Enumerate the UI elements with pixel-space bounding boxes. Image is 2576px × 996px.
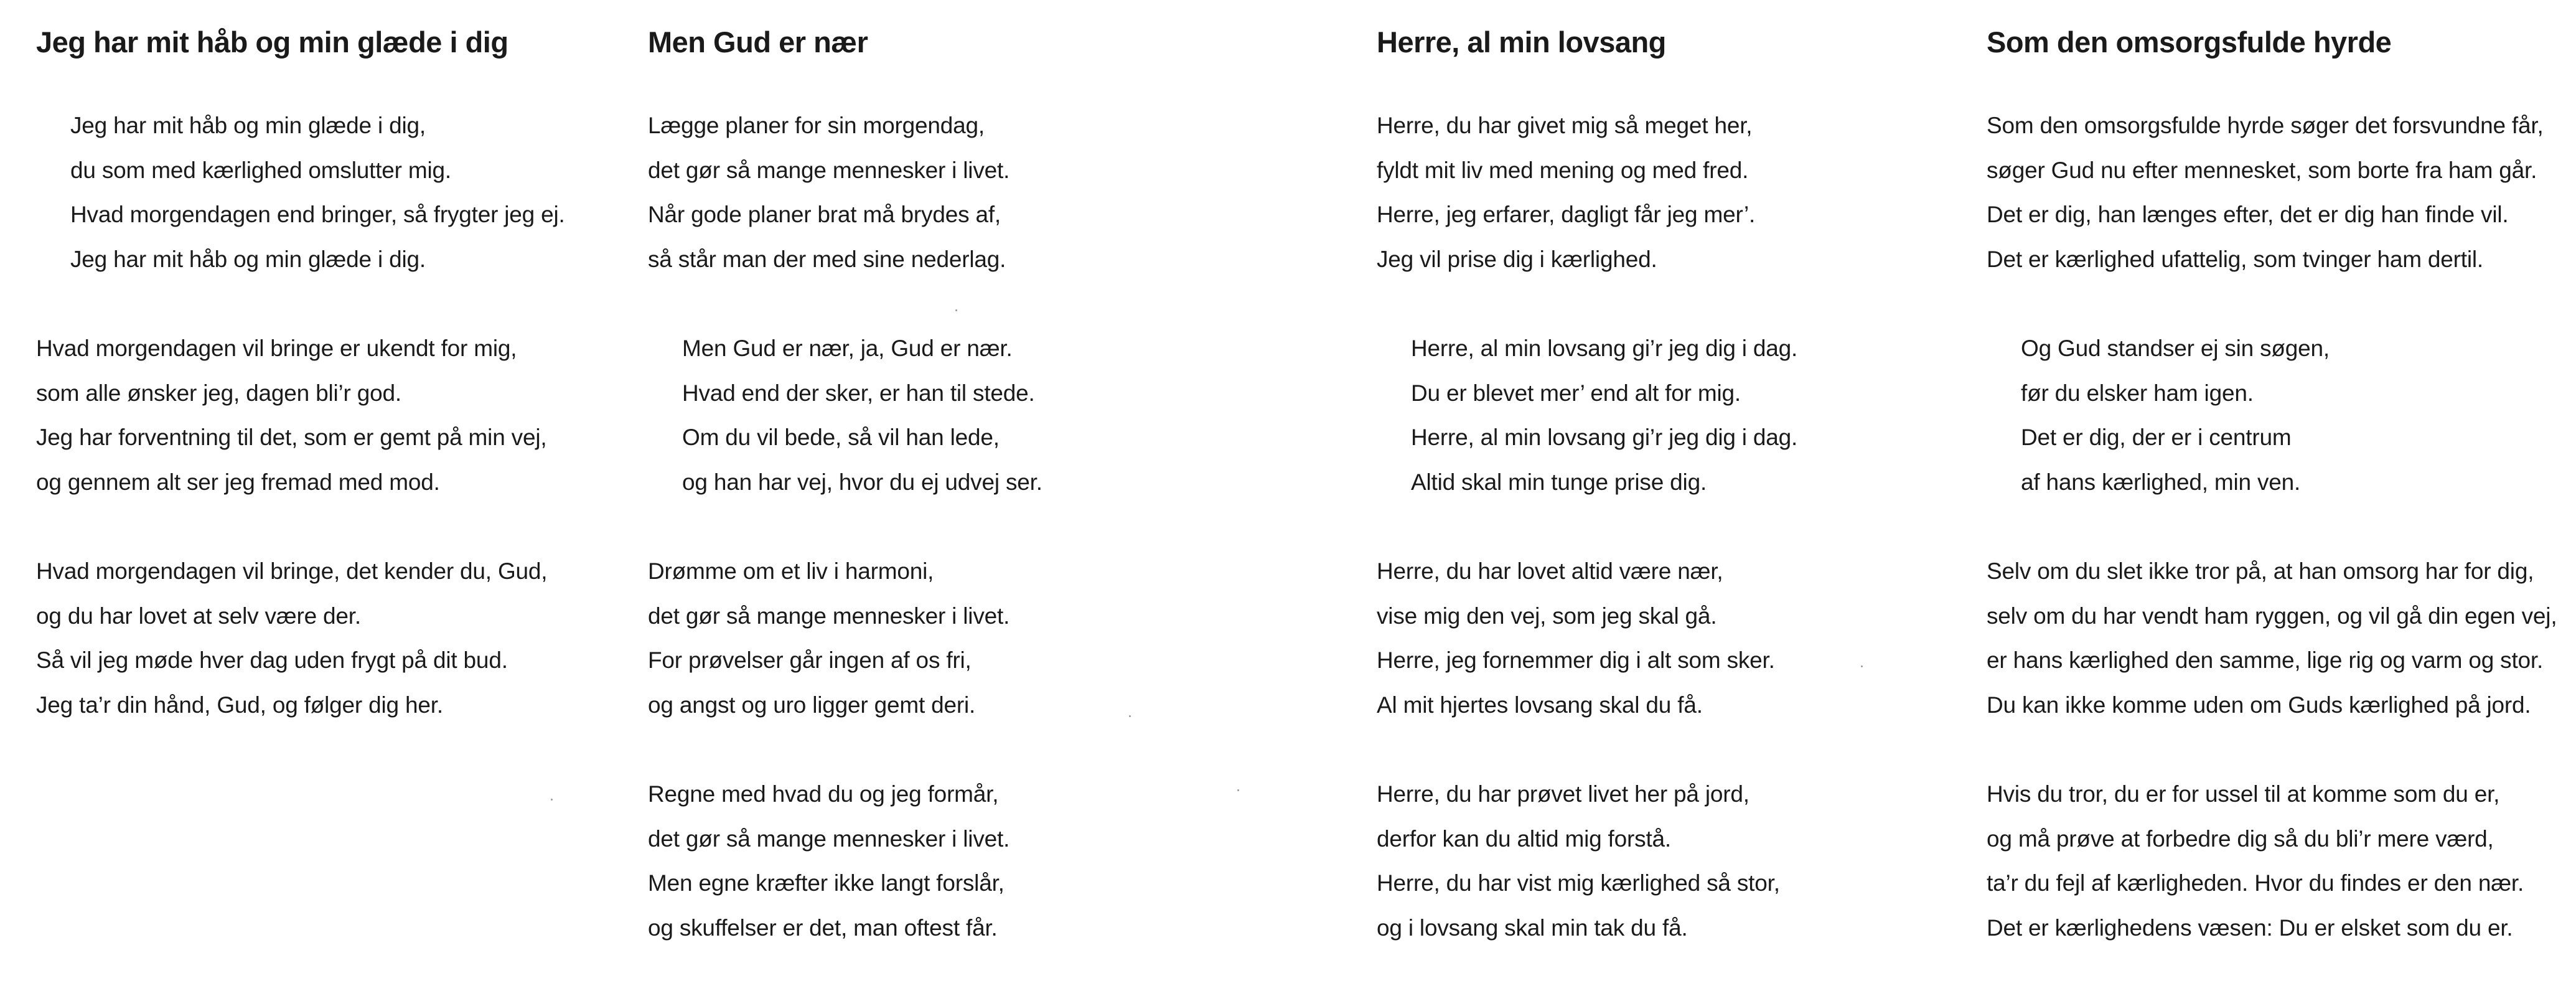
song-column xyxy=(1987,22,2576,995)
verse-line: Så vil jeg møde hver dag uden frygt på dit bud. xyxy=(36,647,508,673)
verse-line: så står man der med sine nederlag. xyxy=(648,246,1006,272)
verse-line: Hvad morgendagen vil bringe, det kender du, Gud, xyxy=(36,558,548,584)
verse-line: Det er kærlighedens væsen: Du er elsket som du er. xyxy=(1987,914,2513,941)
verse-line: Herre, jeg erfarer, dagligt får jeg mer’. xyxy=(1377,202,1756,227)
verse-line: Men Gud er nær, ja, Gud er nær. xyxy=(682,336,1013,361)
verse-line: Men egne kræfter ikke langt forslår, xyxy=(648,870,1005,896)
song-title: Men Gud er nær xyxy=(648,26,868,59)
verse-line: Hvad end der sker, er han til stede. xyxy=(682,380,1035,406)
song-title: Jeg har mit håb og min glæde i dig xyxy=(36,26,508,59)
verse-line: Herre, du har givet mig så meget her, xyxy=(1377,113,1753,138)
verse-line: Herre, du har vist mig kærlighed så stor, xyxy=(1377,870,1780,896)
verse-line: Hvis du tror, du er for ussel til at komme som du er, xyxy=(1987,781,2500,807)
verse-line: Herre, du har prøvet livet her på jord, xyxy=(1377,781,1749,807)
verse-line: og må prøve at forbedre dig så du bli’r mere værd, xyxy=(1987,825,2494,852)
verse-stanza xyxy=(648,103,1245,281)
verse-line: Du er blevet mer’ end alt for mig. xyxy=(1411,380,1741,406)
verse-line: vise mig den vej, som jeg skal gå. xyxy=(1377,603,1717,629)
verse-line: før du elsker ham igen. xyxy=(2021,380,2254,406)
verse-line: Lægge planer for sin morgendag, xyxy=(648,113,985,138)
verse-line: det gør så mange mennesker i livet. xyxy=(648,157,1010,183)
verse-line: Herre, al min lovsang gi’r jeg dig i dag. xyxy=(1411,336,1798,361)
verse-line: og gennem alt ser jeg fremad med mod. xyxy=(36,469,440,495)
verse-line: Altid skal min tunge prise dig. xyxy=(1411,469,1707,495)
verse-line: Drømme om et liv i harmoni, xyxy=(648,558,934,584)
song-title: Herre, al min lovsang xyxy=(1377,26,1666,59)
verse-stanza xyxy=(36,549,634,727)
verse-line: selv om du har vendt ham ryggen, og vil gå din egen vej, xyxy=(1987,603,2557,629)
verse-line: Hvad morgendagen vil bringe er ukendt for mig, xyxy=(36,336,517,361)
verse-line: Og Gud standser ej sin søgen, xyxy=(2021,336,2330,361)
verse-line: Al mit hjertes lovsang skal du få. xyxy=(1377,692,1703,718)
verse-line: Som den omsorgsfulde hyrde søger det forsvundne får, xyxy=(1987,113,2544,138)
verse-stanza xyxy=(1377,772,1974,950)
song-column xyxy=(36,22,634,772)
scan-speck xyxy=(1237,789,1239,791)
verse-stanza xyxy=(36,326,634,504)
verse-stanza xyxy=(648,772,1245,950)
verse-line: Jeg har forventning til det, som er gemt på min vej, xyxy=(36,425,547,450)
verse-line: derfor kan du altid mig forstå. xyxy=(1377,825,1671,852)
verse-line: Om du vil bede, så vil han lede, xyxy=(682,425,1000,450)
verse-line: og angst og uro ligger gemt deri. xyxy=(648,692,976,718)
refrain-stanza xyxy=(36,103,634,281)
song-title: Som den omsorgsfulde hyrde xyxy=(1987,26,2392,59)
verse-line: du som med kærlighed omslutter mig. xyxy=(70,157,451,183)
refrain-stanza xyxy=(1987,326,2576,504)
verse-line: Selv om du slet ikke tror på, at han omsorg har for dig, xyxy=(1987,558,2534,584)
verse-line: og han har vej, hvor du ej udvej ser. xyxy=(682,469,1042,495)
verse-line: Hvad morgendagen end bringer, så frygter jeg ej. xyxy=(70,202,565,227)
scan-speck xyxy=(1861,665,1863,667)
verse-line: Herre, al min lovsang gi’r jeg dig i dag. xyxy=(1411,425,1798,450)
verse-line: Det er dig, der er i centrum xyxy=(2021,425,2292,450)
verse-line: af hans kærlighed, min ven. xyxy=(2021,469,2301,495)
verse-line: det gør så mange mennesker i livet. xyxy=(648,603,1010,629)
verse-line: Jeg har mit håb og min glæde i dig, xyxy=(70,113,426,138)
verse-line: søger Gud nu efter mennesket, som borte fra ham går. xyxy=(1987,157,2537,183)
verse-line: For prøvelser går ingen af os fri, xyxy=(648,647,972,673)
verse-line: Jeg har mit håb og min glæde i dig. xyxy=(70,246,426,272)
verse-line: Du kan ikke komme uden om Guds kærlighed på jord. xyxy=(1987,692,2531,718)
verse-stanza xyxy=(1377,103,1974,281)
verse-line: og du har lovet at selv være der. xyxy=(36,603,361,629)
verse-stanza xyxy=(1377,549,1974,727)
verse-stanza xyxy=(1987,103,2576,281)
verse-line: Herre, jeg fornemmer dig i alt som sker. xyxy=(1377,647,1775,673)
scan-speck xyxy=(955,309,957,311)
refrain-stanza xyxy=(648,326,1245,504)
verse-line: ta’r du fejl af kærligheden. Hvor du findes er den nær. xyxy=(1987,870,2524,896)
verse-line: Det er dig, han længes efter, det er dig han finde vil. xyxy=(1987,202,2509,227)
verse-line: fyldt mit liv med mening og med fred. xyxy=(1377,157,1749,183)
verse-line: Når gode planer brat må brydes af, xyxy=(648,202,1001,227)
refrain-stanza xyxy=(1377,326,1974,504)
verse-line: Regne med hvad du og jeg formår, xyxy=(648,781,999,807)
verse-stanza xyxy=(1987,549,2576,727)
verse-stanza xyxy=(1987,772,2576,950)
verse-line: Det er kærlighed ufattelig, som tvinger ham dertil. xyxy=(1987,246,2483,272)
song-column xyxy=(648,22,1245,995)
verse-stanza xyxy=(648,549,1245,727)
verse-line: og skuffelser er det, man oftest får. xyxy=(648,914,998,941)
verse-line: Jeg ta’r din hånd, Gud, og følger dig her. xyxy=(36,692,443,718)
scan-speck xyxy=(1129,715,1131,717)
verse-line: som alle ønsker jeg, dagen bli’r god. xyxy=(36,380,401,406)
song-column xyxy=(1377,22,1974,995)
verse-line: Herre, du har lovet altid være nær, xyxy=(1377,558,1723,584)
verse-line: det gør så mange mennesker i livet. xyxy=(648,825,1010,852)
verse-line: er hans kærlighed den samme, lige rig og varm og stor. xyxy=(1987,647,2544,673)
verse-line: Jeg vil prise dig i kærlighed. xyxy=(1377,246,1657,272)
scan-speck xyxy=(551,799,553,801)
verse-line: og i lovsang skal min tak du få. xyxy=(1377,914,1688,941)
